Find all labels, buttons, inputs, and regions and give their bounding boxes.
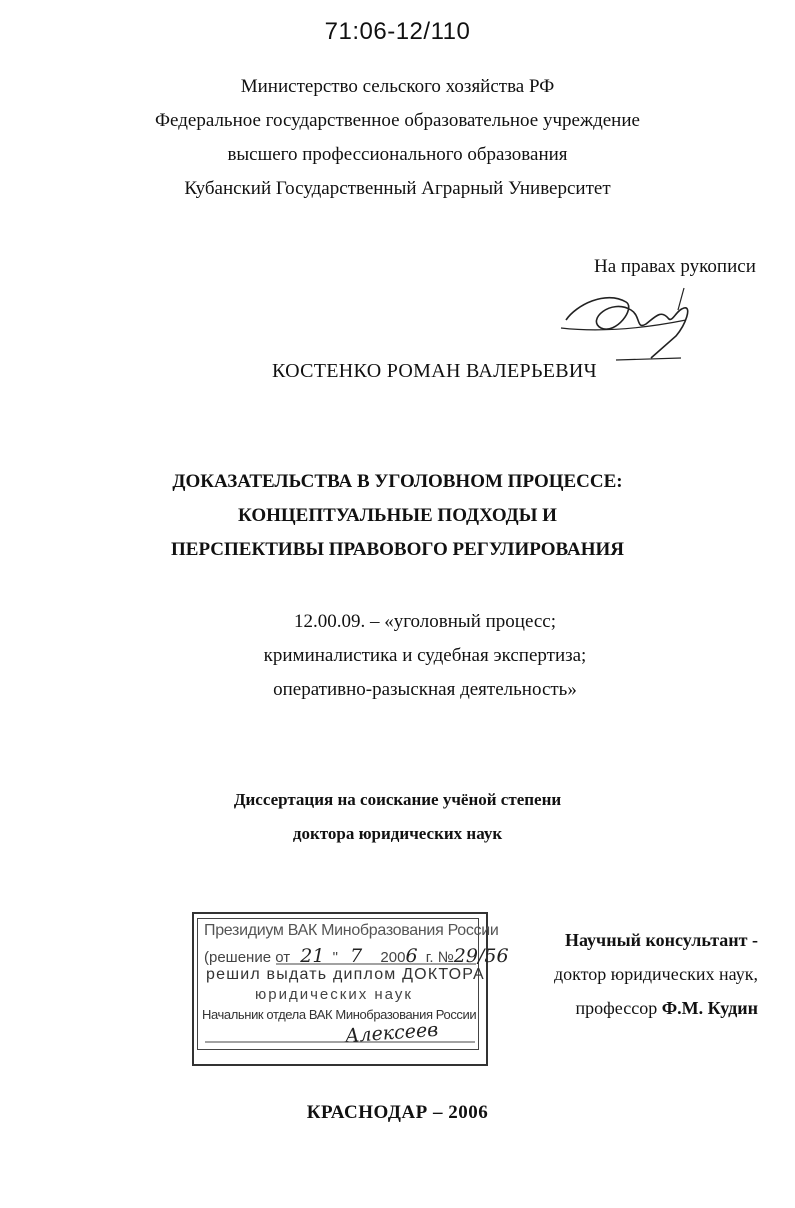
stamp-decision-prefix: (решение от [204, 949, 291, 966]
title-line-2: КОНЦЕПТУАЛЬНЫЕ ПОДХОДЫ И [238, 505, 557, 526]
specialty-block [0, 605, 795, 707]
stamp-day: 21 [300, 945, 325, 967]
archive-code: 71:06-12/110 [324, 18, 471, 45]
stamp-line-field: юридических наук [255, 986, 413, 1003]
org-line-institution: Федеральное государственное образовательное учреждение [155, 110, 640, 131]
consultant-name: Ф.М. Кудин [661, 998, 758, 1018]
stamp-signature-line [205, 1040, 475, 1044]
consultant-degree: доктор юридических наук, [554, 964, 758, 984]
degree-line-2: доктора юридических наук [292, 824, 503, 843]
specialty-line-2: криминалистика и судебная экспертиза; [263, 645, 587, 666]
consultant-title [438, 991, 758, 1025]
degree-line-1: Диссертация на соискание учёной степени [233, 790, 562, 809]
stamp-line-presidium: Президиум ВАК Минобразования России [204, 922, 499, 939]
stamp-line-head: Начальник отдела ВАК Минобразования России [202, 1007, 477, 1022]
stamp-signature: Алексеев [344, 1018, 439, 1048]
manuscript-rights: На правах рукописи [594, 256, 756, 277]
title-line-3: ПЕРСПЕКТИВЫ ПРАВОВОГО РЕГУЛИРОВАНИЯ [171, 539, 624, 560]
stamp-year-suffix: г. № [425, 949, 454, 966]
consultant-block [438, 923, 758, 1025]
org-header [0, 70, 795, 206]
author-signature [556, 280, 706, 370]
dissertation-degree [0, 783, 795, 851]
org-line-university: Кубанский Государственный Аграрный Университет [184, 178, 611, 199]
org-line-ministry: Министерство сельского хозяйства РФ [240, 76, 555, 97]
stamp-year-digit: 6 [405, 945, 418, 967]
stamp-month: 7 [350, 945, 363, 967]
city-year: КРАСНОДАР – 2006 [306, 1102, 489, 1123]
stamp-year-prefix: 200 [380, 949, 406, 966]
stamp-line-award: решил выдать диплом ДОКТОРА [206, 966, 485, 983]
specialty-line-3: оперативно-разыскная деятельность» [273, 679, 577, 700]
author-name: КОСТЕНКО РОМАН ВАЛЕРЬЕВИЧ [272, 360, 597, 382]
consultant-label: Научный консультант - [564, 930, 758, 950]
specialty-line-1: 12.00.09. – «уголовный процесс; [293, 611, 556, 632]
dissertation-title [0, 465, 795, 567]
org-line-education: высшего профессионального образования [227, 144, 568, 165]
stamp-line-decision: (решение от 21 " 7 2006 г. №29/56 [204, 945, 509, 967]
stamp-number: 29/56 [453, 945, 509, 967]
title-line-1: ДОКАЗАТЕЛЬСТВА В УГОЛОВНОМ ПРОЦЕССЕ: [172, 471, 623, 492]
consultant-title-prefix: профессор [575, 998, 658, 1018]
